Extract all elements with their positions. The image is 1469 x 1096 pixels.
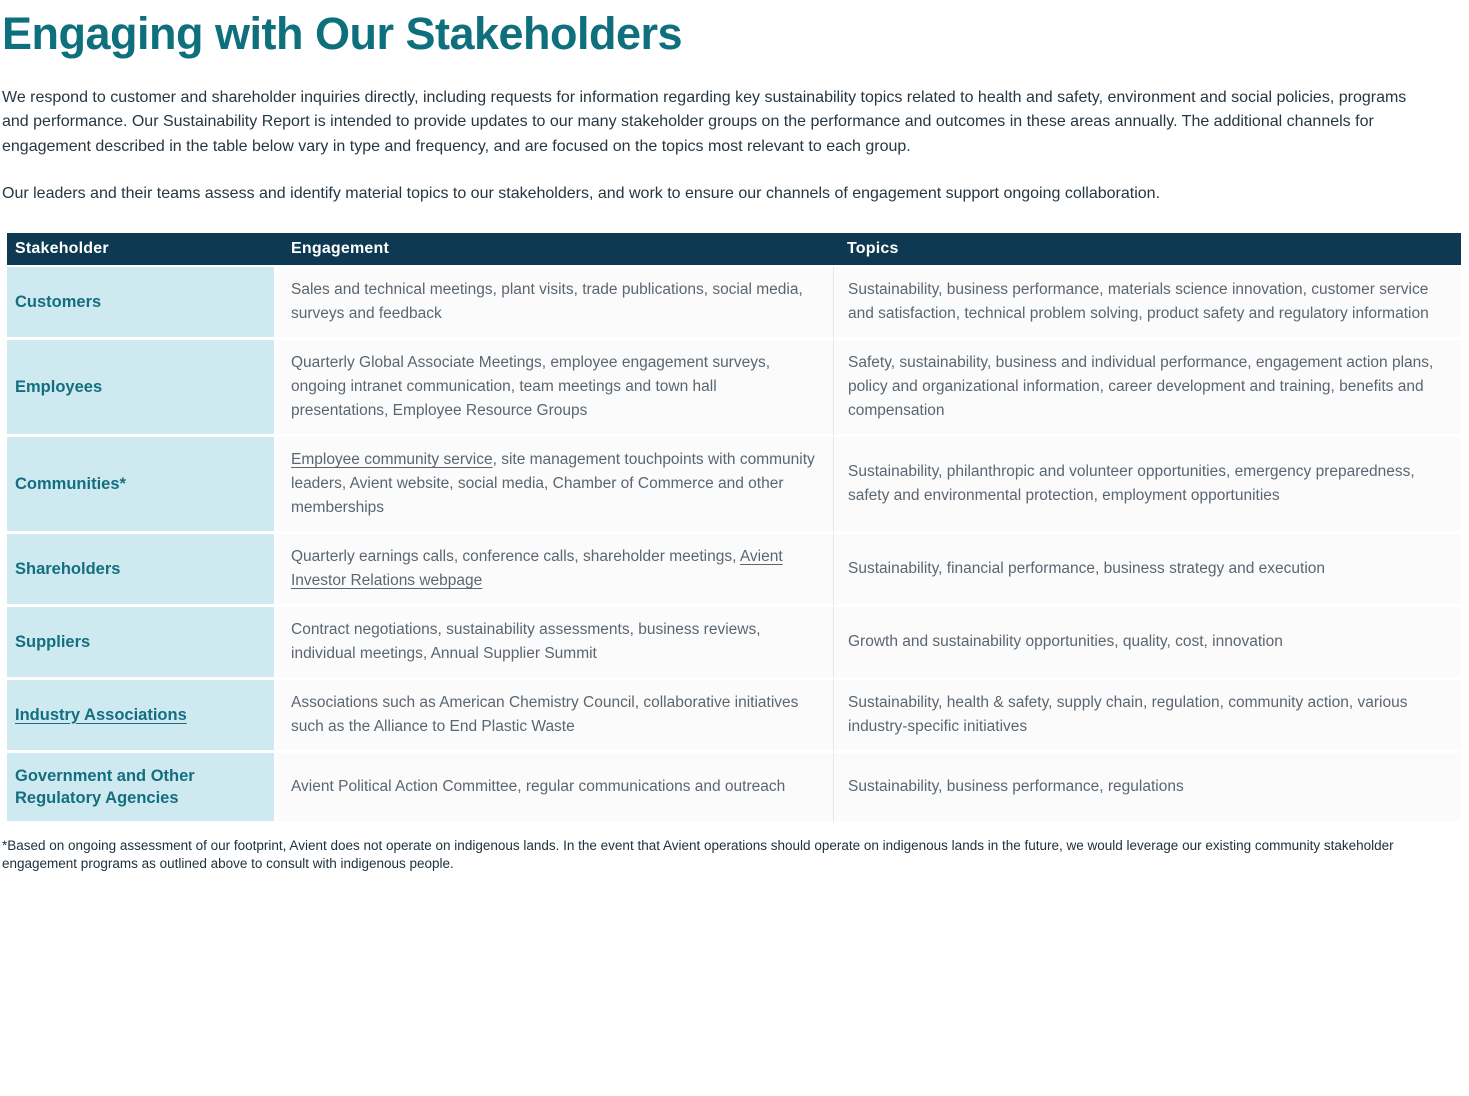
topics-cell bbox=[833, 607, 1461, 680]
engagement-cell-link[interactable]: Employee community service bbox=[291, 450, 493, 468]
stakeholder-cell bbox=[7, 340, 277, 437]
stakeholder-cell-text: Customers bbox=[15, 292, 102, 311]
page-title: Engaging with Our Stakeholders bbox=[2, 8, 683, 59]
table-header-row bbox=[7, 233, 1461, 267]
stakeholder-cell bbox=[7, 607, 277, 680]
header-stakeholder: Stakeholder bbox=[7, 233, 277, 267]
table-row bbox=[7, 267, 1461, 340]
table-row bbox=[7, 607, 1461, 680]
stakeholder-cell bbox=[7, 534, 277, 607]
topics-cell-text: Growth and sustainability opportunities, quality, cost, innovation bbox=[848, 632, 1283, 650]
stakeholder-cell-text: Employees bbox=[15, 377, 103, 396]
table-row bbox=[7, 753, 1461, 824]
topics-cell-text: Sustainability, business performance, materials science innovation, customer service and satisfaction, technical problem solving, product safety and regulatory information bbox=[848, 280, 1429, 322]
engagement-cell bbox=[277, 534, 833, 607]
engagement-cell-text: Quarterly earnings calls, conference calls, shareholder meetings, bbox=[291, 547, 740, 565]
stakeholder-cell bbox=[7, 753, 277, 824]
engagement-cell-text: , site management touchpoints with community leaders, Avient website, social media, Chamber of Commerce and other memberships bbox=[291, 450, 815, 516]
topics-cell-text: Sustainability, business performance, regulations bbox=[848, 777, 1184, 795]
topics-cell bbox=[833, 680, 1461, 753]
table-header bbox=[7, 233, 1461, 267]
topics-cell-text: Sustainability, financial performance, business strategy and execution bbox=[848, 559, 1326, 577]
engagement-cell-link[interactable]: Avient Investor Relations webpage bbox=[291, 547, 783, 589]
engagement-cell bbox=[277, 607, 833, 680]
table-row bbox=[7, 680, 1461, 753]
table-row bbox=[7, 340, 1461, 437]
engagement-cell-text: Avient Political Action Committee, regular communications and outreach bbox=[291, 777, 786, 795]
topics-cell bbox=[833, 534, 1461, 607]
topics-cell bbox=[833, 340, 1461, 437]
stakeholder-cell-text: Government and Other Regulatory Agencies bbox=[15, 766, 195, 807]
intro-paragraph-2: Our leaders and their teams assess and identify material topics to our stakeholders, and work to ensure our channels of engagement support ongoing collaboration. bbox=[2, 185, 1161, 203]
engagement-cell bbox=[277, 267, 833, 340]
topics-cell-text: Sustainability, health & safety, supply chain, regulation, community action, various industry-specific initiatives bbox=[848, 693, 1408, 735]
engagement-cell bbox=[277, 680, 833, 753]
engagement-cell bbox=[277, 437, 833, 534]
stakeholder-cell-text: Suppliers bbox=[15, 632, 91, 651]
engagement-cell bbox=[277, 340, 833, 437]
stakeholder-cell-text: Communities* bbox=[15, 474, 126, 493]
topics-cell bbox=[833, 753, 1461, 824]
stakeholder-table-body bbox=[7, 267, 1461, 824]
topics-cell-text: Safety, sustainability, business and individual performance, engagement action plans, policy and organizational information, career development and training, benefits and compensation bbox=[848, 353, 1434, 419]
stakeholder-cell bbox=[7, 437, 277, 534]
stakeholder-cell-text: Shareholders bbox=[15, 559, 121, 578]
topics-cell-text: Sustainability, philanthropic and volunteer opportunities, emergency preparedness, safety and environmental protection, employment opportunities bbox=[848, 462, 1415, 504]
header-topics: Topics bbox=[833, 233, 1461, 267]
topics-cell bbox=[833, 437, 1461, 534]
table-row bbox=[7, 534, 1461, 607]
engagement-cell-text: Quarterly Global Associate Meetings, employee engagement surveys, ongoing intranet communication, team meetings and town hall presentations, Employee Resource Groups bbox=[291, 353, 771, 419]
engagement-cell bbox=[277, 753, 833, 824]
engagement-cell-text: Contract negotiations, sustainability assessments, business reviews, individual meetings, Annual Supplier Summit bbox=[291, 620, 761, 662]
footnote: *Based on ongoing assessment of our footprint, Avient does not operate on indigenous lands. In the event that Avient operations should operate on indigenous lands in the future, we would leverage our existing community stakeholder engagement programs as outlined above to consult with indigenous people. bbox=[2, 837, 1394, 871]
stakeholder-cell-link[interactable]: Industry Associations bbox=[15, 705, 187, 724]
table-row bbox=[7, 437, 1461, 534]
topics-cell bbox=[833, 267, 1461, 340]
header-engagement: Engagement bbox=[277, 233, 833, 267]
stakeholder-cell bbox=[7, 267, 277, 340]
stakeholder-table bbox=[7, 233, 1461, 824]
intro-paragraph-1: We respond to customer and shareholder inquiries directly, including requests for information regarding key sustainability topics related to health and safety, environment and social policies, programs and performance. Our Sustainability Report is intended to provide updates to our many stakeholder groups on the performance and outcomes in these areas annually. The additional channels for engagement described in the table below vary in type and frequency, and are focused on the topics most relevant to each group. bbox=[2, 88, 1407, 155]
stakeholder-cell bbox=[7, 680, 277, 753]
engagement-cell-text: Associations such as American Chemistry Council, collaborative initiatives such as the Alliance to End Plastic Waste bbox=[291, 693, 799, 735]
engagement-cell-text: Sales and technical meetings, plant visits, trade publications, social media, surveys and feedback bbox=[291, 280, 803, 322]
